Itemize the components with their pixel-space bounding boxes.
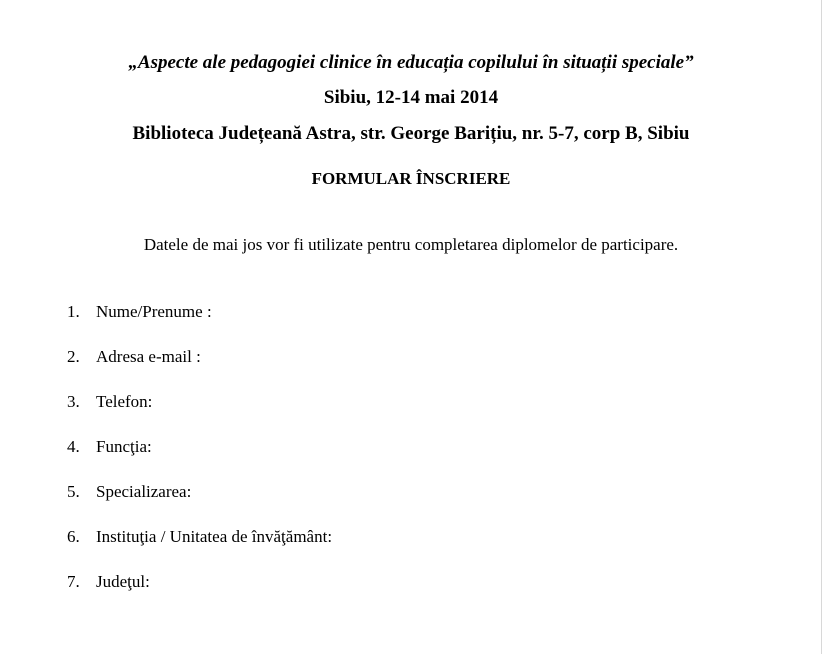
field-label-county: Judeţul: <box>96 572 150 591</box>
intro-note: Datele de mai jos vor fi utilizate pentru completarea diplomelor de participare. <box>143 235 679 254</box>
field-number: 5. <box>67 482 80 501</box>
field-label-position: Funcţia: <box>96 437 152 456</box>
form-heading: FORMULAR ÎNSCRIERE <box>311 169 511 188</box>
event-venue: Biblioteca Județeană Astra, str. George Barițiu, nr. 5-7, corp B, Sibiu <box>132 123 690 144</box>
field-item-name <box>0 300 822 345</box>
event-date: Sibiu, 12-14 mai 2014 <box>323 87 499 108</box>
field-item-email <box>0 345 822 390</box>
field-label-phone: Telefon: <box>96 392 153 411</box>
field-label-name: Nume/Prenume : <box>96 302 212 321</box>
field-item-county <box>0 570 822 615</box>
field-item-phone <box>0 390 822 435</box>
field-label-institution: Instituţia / Unitatea de învăţământ: <box>96 527 333 546</box>
field-number: 1. <box>67 302 80 321</box>
field-number: 2. <box>67 347 80 366</box>
field-number: 7. <box>67 572 80 591</box>
field-item-specialization <box>0 480 822 525</box>
registration-field-list <box>0 300 822 615</box>
field-number: 6. <box>67 527 80 546</box>
field-number: 4. <box>67 437 80 456</box>
field-number: 3. <box>67 392 80 411</box>
field-label-email: Adresa e-mail : <box>96 347 201 366</box>
event-title: „Aspecte ale pedagogiei clinice în educația copilului în situații speciale” <box>128 52 694 73</box>
field-item-position <box>0 435 822 480</box>
field-label-specialization: Specializarea: <box>96 482 192 501</box>
field-item-institution <box>0 525 822 570</box>
